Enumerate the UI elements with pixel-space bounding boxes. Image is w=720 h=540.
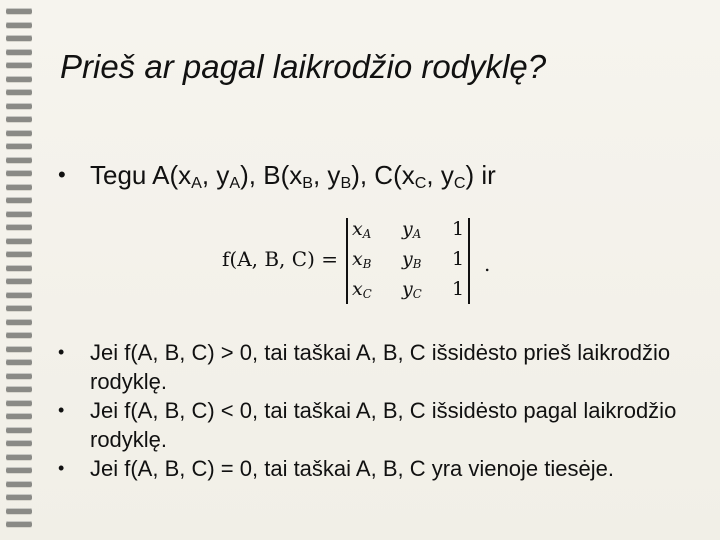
- bullet-icon: •: [58, 162, 66, 187]
- binding-ring: [6, 157, 32, 163]
- binding-ring: [6, 454, 32, 460]
- binding-ring: [6, 265, 32, 271]
- determinant-formula: [222, 214, 502, 306]
- bullet-icon: •: [58, 458, 65, 478]
- binding-ring: [6, 440, 32, 446]
- binding-ring: [6, 305, 32, 311]
- binding-ring: [6, 224, 32, 230]
- spiral-binding: [0, 0, 40, 540]
- binding-ring: [6, 22, 32, 28]
- bullet-icon: •: [58, 400, 65, 420]
- binding-ring: [6, 319, 32, 325]
- list-item-text: Jei f(A, B, C) > 0, tai taškai A, B, C išsidėsto prieš laikrodžio rodyklę.: [90, 340, 671, 394]
- matrix-cell: 1: [452, 218, 465, 240]
- binding-ring: [6, 184, 32, 190]
- binding-ring: [6, 103, 32, 109]
- matrix-cell: $y_A$: [402, 218, 422, 241]
- binding-ring: [6, 197, 32, 203]
- binding-ring: [6, 373, 32, 379]
- binding-ring: [6, 386, 32, 392]
- binding-ring: [6, 521, 32, 527]
- binding-ring: [6, 413, 32, 419]
- determinant-right-bar: [468, 218, 470, 304]
- slide-title: Prieš ar pagal laikrodžio rodyklę?: [60, 48, 547, 85]
- determinant-left-bar: [346, 218, 348, 304]
- binding-ring: [6, 62, 32, 68]
- binding-ring: [6, 8, 32, 14]
- list-item: [58, 338, 698, 396]
- binding-ring: [6, 251, 32, 257]
- binding-ring: [6, 278, 32, 284]
- binding-ring: [6, 481, 32, 487]
- binding-ring: [6, 346, 32, 352]
- binding-ring: [6, 170, 32, 176]
- list-item-text: Jei f(A, B, C) = 0, tai taškai A, B, C yra vienoje tiesėje.: [90, 456, 614, 481]
- matrix-cell: $x_A$: [352, 218, 372, 241]
- matrix-cell: $x_B$: [352, 248, 372, 271]
- matrix-cell: $x_C$: [352, 278, 372, 301]
- binding-ring: [6, 35, 32, 41]
- binding-ring: [6, 332, 32, 338]
- formula-lhs: f(A, B, C) =: [222, 247, 338, 271]
- list-item: [58, 454, 698, 483]
- binding-ring: [6, 467, 32, 473]
- matrix-cell: 1: [452, 248, 465, 270]
- binding-ring: [6, 89, 32, 95]
- list-item: [58, 396, 698, 454]
- binding-ring: [6, 116, 32, 122]
- matrix-cell: $y_B$: [402, 248, 422, 271]
- binding-ring: [6, 359, 32, 365]
- binding-ring: [6, 400, 32, 406]
- matrix-cell: 1: [452, 278, 465, 300]
- binding-ring: [6, 49, 32, 55]
- binding-ring: [6, 238, 32, 244]
- matrix-cell: $y_C$: [402, 278, 422, 301]
- binding-ring: [6, 292, 32, 298]
- conditions-list: [58, 338, 698, 483]
- list-item-text: Jei f(A, B, C) < 0, tai taškai A, B, C išsidėsto pagal laikrodžio rodyklę.: [90, 398, 677, 452]
- binding-ring: [6, 508, 32, 514]
- binding-ring: [6, 143, 32, 149]
- formula-period: .: [484, 252, 491, 276]
- binding-ring: [6, 130, 32, 136]
- intro-text: Tegu $A(x_A$, $y_A$), $B(x_B$, $y_B$), $C(x_C$, $y_C$) ir: [90, 160, 496, 193]
- bullet-icon: •: [58, 342, 65, 362]
- binding-ring: [6, 494, 32, 500]
- binding-ring: [6, 427, 32, 433]
- binding-ring: [6, 76, 32, 82]
- binding-ring: [6, 211, 32, 217]
